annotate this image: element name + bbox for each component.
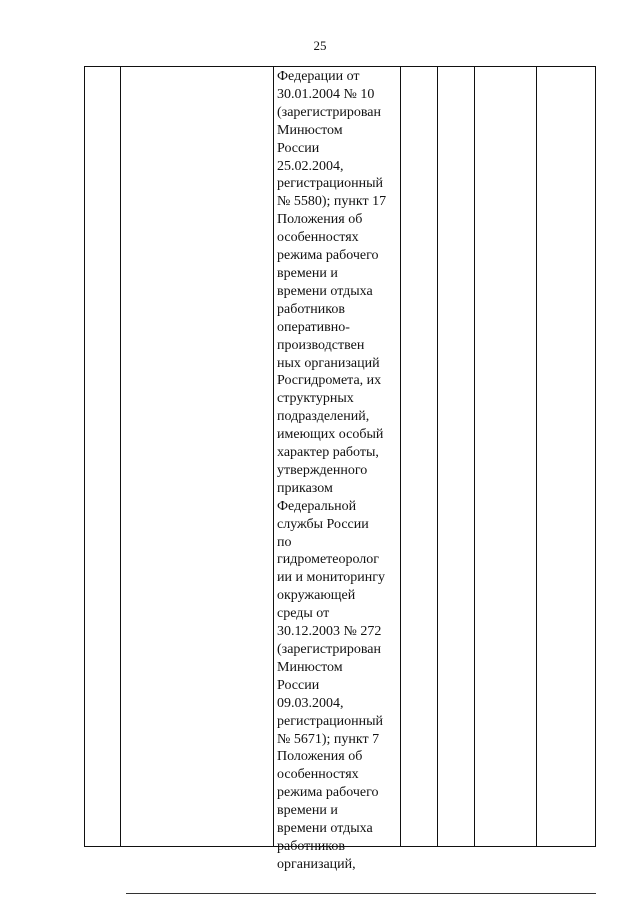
- text-line: Положения об: [277, 749, 363, 765]
- text-line: приказом: [277, 480, 333, 496]
- text-line: 30.12.2003 № 272: [277, 624, 382, 640]
- text-line: Росгидромета, их: [277, 373, 382, 389]
- text-line: времени и: [277, 265, 338, 281]
- table-column-divider: [400, 66, 401, 847]
- text-line: работников: [277, 838, 345, 854]
- text-line: Положения об: [277, 212, 363, 228]
- text-line: времени отдыха: [277, 821, 373, 837]
- text-line: ии и мониторингу: [277, 570, 385, 586]
- table-column-divider: [474, 66, 475, 847]
- text-line: 30.01.2004 № 10: [277, 86, 375, 102]
- text-line: времени отдыха: [277, 283, 373, 299]
- text-line: окружающей: [277, 588, 356, 604]
- text-line: (зарегистрирован: [277, 642, 381, 657]
- text-line: утвержденного: [277, 462, 368, 478]
- text-line: организаций,: [277, 856, 356, 872]
- text-line: Минюстом: [277, 122, 343, 138]
- text-line: имеющих особый: [277, 427, 384, 443]
- text-line: № 5580); пункт 17: [277, 194, 387, 210]
- text-line: режима рабочего: [277, 785, 379, 801]
- text-line: службы России: [277, 516, 369, 532]
- text-line: гидрометеоролог: [277, 552, 380, 568]
- text-line: работников: [277, 301, 345, 317]
- text-line: режима рабочего: [277, 248, 379, 264]
- text-line: структурных: [277, 391, 354, 407]
- table-column-divider: [536, 66, 537, 847]
- text-line: № 5671); пункт 7: [277, 731, 380, 747]
- table-column-divider: [273, 66, 274, 847]
- text-line: Минюстом: [277, 659, 343, 675]
- table-column-divider: [437, 66, 438, 847]
- text-line: особенностях: [277, 767, 359, 783]
- text-line: Федерации от: [277, 69, 360, 84]
- text-line: регистрационный: [277, 176, 384, 192]
- text-line: России: [277, 140, 320, 156]
- page-bottom-edge: [126, 893, 596, 894]
- text-line: 25.02.2004,: [277, 158, 344, 174]
- text-line: времени и: [277, 803, 338, 819]
- text-line: по: [277, 534, 292, 550]
- table-column-divider: [120, 66, 121, 847]
- text-line: регистрационный: [277, 713, 384, 729]
- text-line: 09.03.2004,: [277, 695, 344, 711]
- table-cell-legal-references: [277, 68, 399, 874]
- text-line: ных организаций: [277, 355, 380, 371]
- text-line: среды от: [277, 606, 330, 622]
- page-number: 25: [313, 38, 327, 53]
- text-line: Федеральной: [277, 498, 357, 514]
- text-line: (зарегистрирован: [277, 104, 381, 120]
- table-right-border: [595, 66, 596, 847]
- text-line: производствен: [277, 337, 365, 353]
- text-line: России: [277, 677, 320, 693]
- text-line: подразделений,: [277, 409, 370, 425]
- text-line: оперативно-: [277, 319, 350, 335]
- text-line: характер работы,: [277, 445, 379, 461]
- text-line: особенностях: [277, 230, 359, 246]
